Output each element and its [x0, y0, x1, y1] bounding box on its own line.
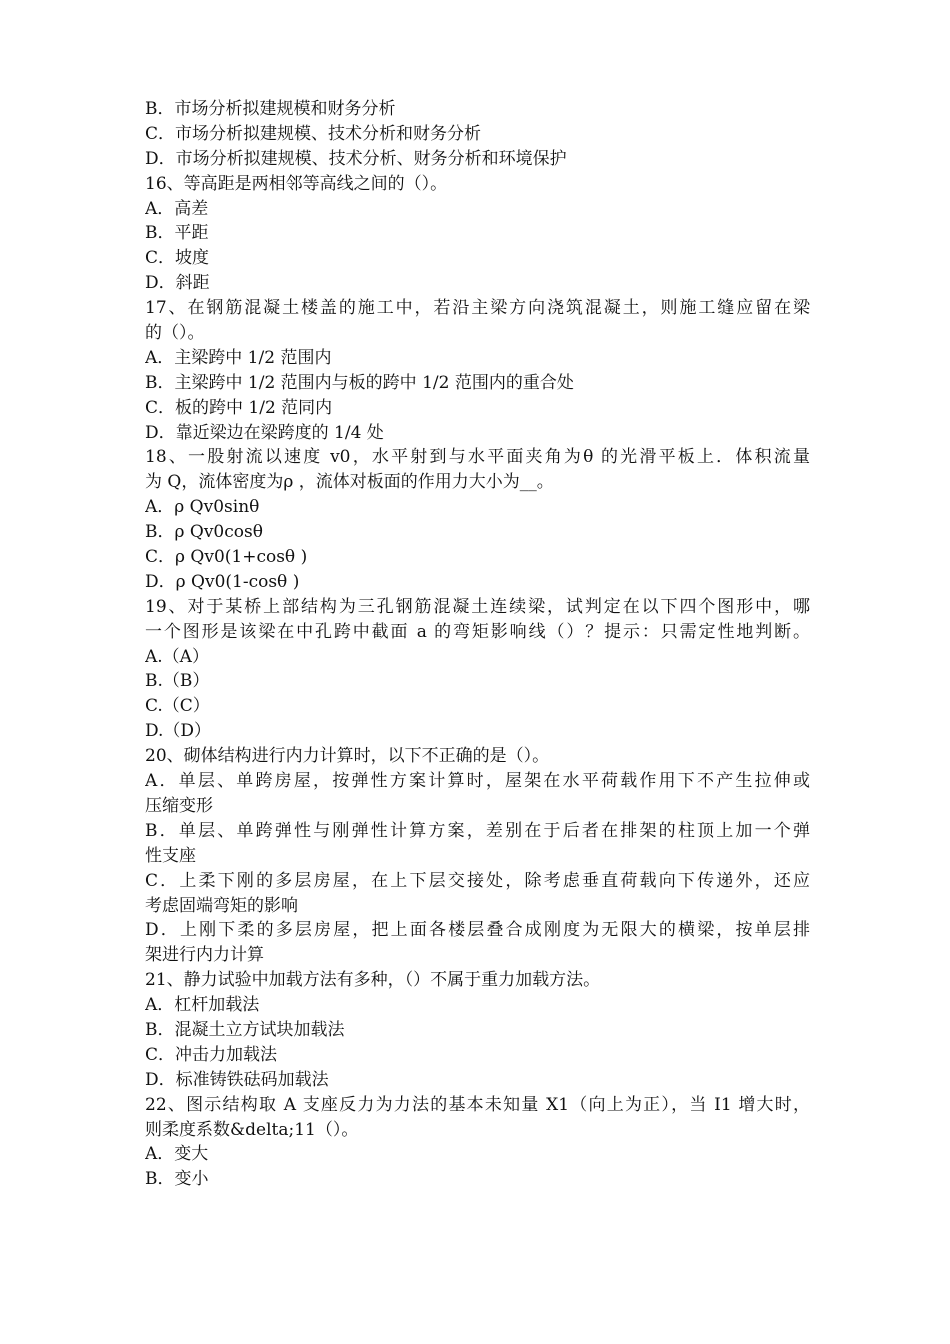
question-20: 20、砌体结构进行内力计算时，以下不正确的是（）。 [145, 746, 550, 767]
option-line: D．上刚下柔的多层房屋，把上面各楼层叠合成刚度为无限大的横梁，按单层排 [145, 920, 810, 941]
question-19-cont: 一个图形是该梁在中孔跨中截面 a 的弯矩影响线（）？提示：只需定性地判断。 [145, 621, 810, 642]
option-line: D．斜距 [145, 273, 210, 294]
option-line: A．变大 [145, 1144, 209, 1165]
option-line: C．上柔下刚的多层房屋，在上下层交接处，除考虑垂直荷载向下传递外，还应 [145, 870, 810, 891]
option-line: B．平距 [145, 223, 209, 244]
option-line: D．靠近梁边在梁跨度的 1/4 处 [145, 422, 384, 443]
option-line: B．主梁跨中 1/2 范围内与板的跨中 1/2 范围内的重合处 [145, 372, 574, 393]
option-line: A．ρ Qv0sinθ [145, 497, 260, 518]
question-18-cont: 为 Q，流体密度为ρ ，流体对板面的作用力大小为__。 [145, 472, 554, 493]
option-line: A.（A） [145, 646, 209, 667]
option-line: A．主梁跨中 1/2 范围内 [145, 347, 332, 368]
question-19: 19、对于某桥上部结构为三孔钢筋混凝土连续梁，试判定在以下四个图形中，哪 [145, 596, 810, 617]
option-line-cont: 架进行内力计算 [145, 945, 264, 966]
option-line: C.（C） [145, 696, 210, 717]
option-line: D.（D） [145, 721, 212, 742]
question-16: 16、等高距是两相邻等高线之间的（）。 [145, 173, 448, 194]
option-line-cont: 压缩变形 [145, 795, 213, 816]
question-18: 18、一股射流以速度 v0，水平射到与水平面夹角为θ 的光滑平板上．体积流量 [145, 447, 810, 468]
question-17-cont: 的（）。 [145, 323, 205, 344]
question-22-cont: 则柔度系数&delta;11（）。 [145, 1119, 359, 1140]
option-line: C．冲击力加载法 [145, 1044, 278, 1065]
option-line: B．ρ Qv0cosθ [145, 522, 263, 543]
document-body [145, 97, 810, 1192]
option-line-cont: 考虑固端弯矩的影响 [145, 895, 298, 916]
option-line: C．坡度 [145, 248, 210, 269]
option-line: B．变小 [145, 1169, 209, 1190]
option-line: A．杠杆加载法 [145, 995, 260, 1016]
option-line: A．高差 [145, 198, 209, 219]
option-line-cont: 性支座 [145, 845, 196, 866]
option-line: A．单层、单跨房屋，按弹性方案计算时，屋架在水平荷载作用下不产生拉伸或 [145, 771, 810, 792]
option-line: D．标准铸铁砝码加载法 [145, 1069, 329, 1090]
option-line: B．混凝土立方试块加载法 [145, 1019, 345, 1040]
question-17: 17、在钢筋混凝土楼盖的施工中，若沿主梁方向浇筑混凝土，则施工缝应留在梁 [145, 298, 810, 319]
option-line: B．单层、单跨弹性与刚弹性计算方案，差别在于后者在排架的柱顶上加一个弹 [145, 820, 810, 841]
question-21: 21、静力试验中加载方法有多种，（）不属于重力加载方法。 [145, 970, 601, 991]
question-22: 22、图示结构取 A 支座反力为力法的基本未知量 X1（向上为正），当 I1 增大时， [145, 1094, 810, 1115]
option-line: C．ρ Qv0(1+cosθ ) [145, 547, 308, 568]
option-line: D．市场分析拟建规模、技术分析、财务分析和环境保护 [145, 148, 567, 169]
option-line: C．市场分析拟建规模、技术分析和财务分析 [145, 123, 482, 144]
option-line: C．板的跨中 1/2 范同内 [145, 397, 333, 418]
option-line: B.（B） [145, 671, 210, 692]
option-line: B．市场分析拟建规模和财务分析 [145, 99, 396, 119]
option-line: D．ρ Qv0(1-cosθ ) [145, 571, 300, 592]
